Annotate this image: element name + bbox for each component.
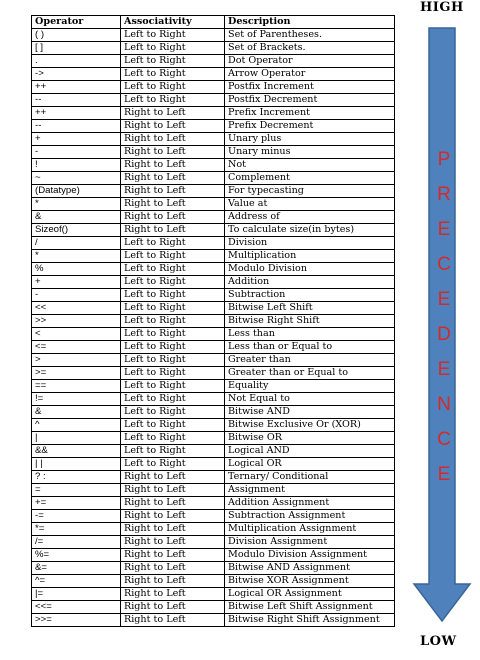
description-cell: Postfix Increment — [225, 81, 395, 94]
description-cell: Prefix Increment — [225, 107, 395, 120]
description-cell: Postfix Decrement — [225, 94, 395, 107]
operator-cell: != — [32, 393, 121, 406]
operator-cell: += — [32, 497, 121, 510]
description-cell: Greater than — [225, 354, 395, 367]
operator-cell: / — [32, 237, 121, 250]
associativity-cell: Right to Left — [121, 107, 225, 120]
description-cell: Modulo Division — [225, 263, 395, 276]
description-cell: Equality — [225, 380, 395, 393]
low-label: LOW — [420, 634, 457, 649]
description-cell: Ternary/ Conditional — [225, 471, 395, 484]
description-cell: Bitwise Exclusive Or (XOR) — [225, 419, 395, 432]
associativity-cell: Left to Right — [121, 380, 225, 393]
vertical-letter: E — [437, 289, 451, 310]
operator-cell: + — [32, 133, 121, 146]
table-row — [32, 510, 395, 523]
operator-cell: <= — [32, 341, 121, 354]
table-row — [32, 536, 395, 549]
associativity-cell: Left to Right — [121, 328, 225, 341]
description-cell: Assignment — [225, 484, 395, 497]
operator-cell: | | — [32, 458, 121, 471]
table-row — [32, 81, 395, 94]
associativity-cell: Right to Left — [121, 601, 225, 614]
vertical-letter: D — [437, 324, 451, 345]
operator-cell: -- — [32, 120, 121, 133]
associativity-cell: Left to Right — [121, 29, 225, 42]
table-row — [32, 432, 395, 445]
associativity-cell: Right to Left — [121, 510, 225, 523]
vertical-letter: C — [437, 254, 451, 275]
operator-cell: & — [32, 211, 121, 224]
vertical-letter: E — [437, 464, 451, 485]
operator-cell: ++ — [32, 107, 121, 120]
header-operator: Operator — [32, 16, 121, 29]
associativity-cell: Right to Left — [121, 575, 225, 588]
associativity-cell: Left to Right — [121, 263, 225, 276]
table-row — [32, 471, 395, 484]
operator-cell: - — [32, 289, 121, 302]
associativity-cell: Left to Right — [121, 289, 225, 302]
description-cell: Not Equal to — [225, 393, 395, 406]
vertical-letter: R — [437, 184, 451, 205]
vertical-letter: N — [437, 394, 451, 415]
table-row — [32, 94, 395, 107]
vertical-letter: P — [437, 149, 451, 170]
table-row — [32, 42, 395, 55]
table-row — [32, 120, 395, 133]
operator-cell: -- — [32, 94, 121, 107]
table-row — [32, 445, 395, 458]
associativity-cell: Right to Left — [121, 484, 225, 497]
operator-cell: /= — [32, 536, 121, 549]
description-cell: Unary plus — [225, 133, 395, 146]
description-cell: Bitwise Left Shift Assignment — [225, 601, 395, 614]
operator-cell: ~ — [32, 172, 121, 185]
operator-cell: &= — [32, 562, 121, 575]
description-cell: For typecasting — [225, 185, 395, 198]
operator-cell: ! — [32, 159, 121, 172]
vertical-letter: C — [437, 429, 451, 450]
associativity-cell: Left to Right — [121, 55, 225, 68]
associativity-cell: Left to Right — [121, 81, 225, 94]
operator-cell: = — [32, 484, 121, 497]
table-row — [32, 406, 395, 419]
operator-cell: + — [32, 276, 121, 289]
table-row — [32, 328, 395, 341]
description-cell: Set of Parentheses. — [225, 29, 395, 42]
associativity-cell: Left to Right — [121, 419, 225, 432]
associativity-cell: Left to Right — [121, 367, 225, 380]
description-cell: Address of — [225, 211, 395, 224]
associativity-cell: Right to Left — [121, 211, 225, 224]
table-row — [32, 185, 395, 198]
operator-cell: | — [32, 432, 121, 445]
description-cell: Logical AND — [225, 445, 395, 458]
description-cell: Prefix Decrement — [225, 120, 395, 133]
associativity-cell: Left to Right — [121, 315, 225, 328]
table-row — [32, 614, 395, 627]
table-row — [32, 601, 395, 614]
description-cell: Subtraction — [225, 289, 395, 302]
operator-cell: % — [32, 263, 121, 276]
table-row — [32, 484, 395, 497]
operator-cell: (Datatype) — [32, 185, 121, 198]
table-row — [32, 107, 395, 120]
associativity-cell: Left to Right — [121, 354, 225, 367]
table-row — [32, 575, 395, 588]
operator-cell: <<= — [32, 601, 121, 614]
table-row — [32, 549, 395, 562]
description-cell: Bitwise AND — [225, 406, 395, 419]
associativity-cell: Right to Left — [121, 471, 225, 484]
table-row — [32, 211, 395, 224]
description-cell: Logical OR Assignment — [225, 588, 395, 601]
operator-cell: ^= — [32, 575, 121, 588]
operator-cell: |= — [32, 588, 121, 601]
table-row — [32, 354, 395, 367]
header-associativity: Associativity — [121, 16, 225, 29]
operator-cell: * — [32, 198, 121, 211]
description-cell: Complement — [225, 172, 395, 185]
table-row — [32, 315, 395, 328]
operator-cell: ^ — [32, 419, 121, 432]
operator-precedence-table — [31, 15, 395, 627]
associativity-cell: Right to Left — [121, 588, 225, 601]
associativity-cell: Right to Left — [121, 562, 225, 575]
table-row — [32, 341, 395, 354]
associativity-cell: Right to Left — [121, 523, 225, 536]
operator-cell: ++ — [32, 81, 121, 94]
operator-cell: *= — [32, 523, 121, 536]
description-cell: Arrow Operator — [225, 68, 395, 81]
table-body — [32, 29, 395, 627]
description-cell: To calculate size(in bytes) — [225, 224, 395, 237]
description-cell: Logical OR — [225, 458, 395, 471]
associativity-cell: Left to Right — [121, 432, 225, 445]
description-cell: Greater than or Equal to — [225, 367, 395, 380]
table-row — [32, 263, 395, 276]
table-row — [32, 198, 395, 211]
operator-cell: & — [32, 406, 121, 419]
operator-cell: ( ) — [32, 29, 121, 42]
table-row — [32, 29, 395, 42]
table-row — [32, 497, 395, 510]
description-cell: Set of Brackets. — [225, 42, 395, 55]
description-cell: Not — [225, 159, 395, 172]
description-cell: Addition Assignment — [225, 497, 395, 510]
table-row — [32, 523, 395, 536]
operator-cell: -= — [32, 510, 121, 523]
associativity-cell: Right to Left — [121, 224, 225, 237]
associativity-cell: Right to Left — [121, 536, 225, 549]
table-row — [32, 172, 395, 185]
description-cell: Bitwise Right Shift — [225, 315, 395, 328]
associativity-cell: Right to Left — [121, 159, 225, 172]
associativity-cell: Left to Right — [121, 250, 225, 263]
operator-cell: >> — [32, 315, 121, 328]
operator-cell: [ ] — [32, 42, 121, 55]
operator-cell: >>= — [32, 614, 121, 627]
associativity-cell: Right to Left — [121, 614, 225, 627]
description-cell: Multiplication — [225, 250, 395, 263]
associativity-cell: Right to Left — [121, 120, 225, 133]
table-row — [32, 393, 395, 406]
description-cell: Bitwise OR — [225, 432, 395, 445]
operator-cell: < — [32, 328, 121, 341]
table-row — [32, 588, 395, 601]
description-cell: Bitwise XOR Assignment — [225, 575, 395, 588]
operator-cell: %= — [32, 549, 121, 562]
operator-cell: > — [32, 354, 121, 367]
associativity-cell: Right to Left — [121, 185, 225, 198]
associativity-cell: Left to Right — [121, 445, 225, 458]
table-row — [32, 133, 395, 146]
precedence-vertical-text — [424, 142, 464, 492]
description-cell: Subtraction Assignment — [225, 510, 395, 523]
description-cell: Bitwise Left Shift — [225, 302, 395, 315]
table-row — [32, 237, 395, 250]
description-cell: Unary minus — [225, 146, 395, 159]
vertical-letter: E — [437, 359, 451, 380]
associativity-cell: Left to Right — [121, 276, 225, 289]
operator-cell: ? : — [32, 471, 121, 484]
description-cell: Division — [225, 237, 395, 250]
table-row — [32, 159, 395, 172]
table-row — [32, 367, 395, 380]
associativity-cell: Left to Right — [121, 406, 225, 419]
description-cell: Less than — [225, 328, 395, 341]
table-row — [32, 68, 395, 81]
associativity-cell: Right to Left — [121, 146, 225, 159]
vertical-letter: E — [437, 219, 451, 240]
description-cell: Dot Operator — [225, 55, 395, 68]
associativity-cell: Left to Right — [121, 341, 225, 354]
table-row — [32, 250, 395, 263]
table-row — [32, 458, 395, 471]
associativity-cell: Right to Left — [121, 172, 225, 185]
operator-cell: >= — [32, 367, 121, 380]
operator-cell: << — [32, 302, 121, 315]
associativity-cell: Right to Left — [121, 497, 225, 510]
operator-cell: && — [32, 445, 121, 458]
description-cell: Addition — [225, 276, 395, 289]
header-description: Description — [225, 16, 395, 29]
associativity-cell: Left to Right — [121, 393, 225, 406]
description-cell: Bitwise Right Shift Assignment — [225, 614, 395, 627]
operator-cell: - — [32, 146, 121, 159]
table-row — [32, 419, 395, 432]
associativity-cell: Left to Right — [121, 458, 225, 471]
associativity-cell: Right to Left — [121, 549, 225, 562]
description-cell: Division Assignment — [225, 536, 395, 549]
table-row — [32, 276, 395, 289]
description-cell: Bitwise AND Assignment — [225, 562, 395, 575]
table-row — [32, 146, 395, 159]
high-label: HIGH — [420, 0, 464, 15]
associativity-cell: Left to Right — [121, 94, 225, 107]
table-row — [32, 302, 395, 315]
operator-cell: == — [32, 380, 121, 393]
table-header-row — [32, 16, 395, 29]
table-row — [32, 55, 395, 68]
description-cell: Value at — [225, 198, 395, 211]
operator-cell: . — [32, 55, 121, 68]
description-cell: Modulo Division Assignment — [225, 549, 395, 562]
associativity-cell: Left to Right — [121, 237, 225, 250]
associativity-cell: Right to Left — [121, 198, 225, 211]
operator-cell: * — [32, 250, 121, 263]
description-cell: Multiplication Assignment — [225, 523, 395, 536]
operator-cell: Sizeof() — [32, 224, 121, 237]
associativity-cell: Left to Right — [121, 68, 225, 81]
table-row — [32, 380, 395, 393]
associativity-cell: Right to Left — [121, 133, 225, 146]
operator-cell: -> — [32, 68, 121, 81]
table-row — [32, 289, 395, 302]
description-cell: Less than or Equal to — [225, 341, 395, 354]
table-row — [32, 224, 395, 237]
associativity-cell: Left to Right — [121, 302, 225, 315]
associativity-cell: Left to Right — [121, 42, 225, 55]
table-row — [32, 562, 395, 575]
